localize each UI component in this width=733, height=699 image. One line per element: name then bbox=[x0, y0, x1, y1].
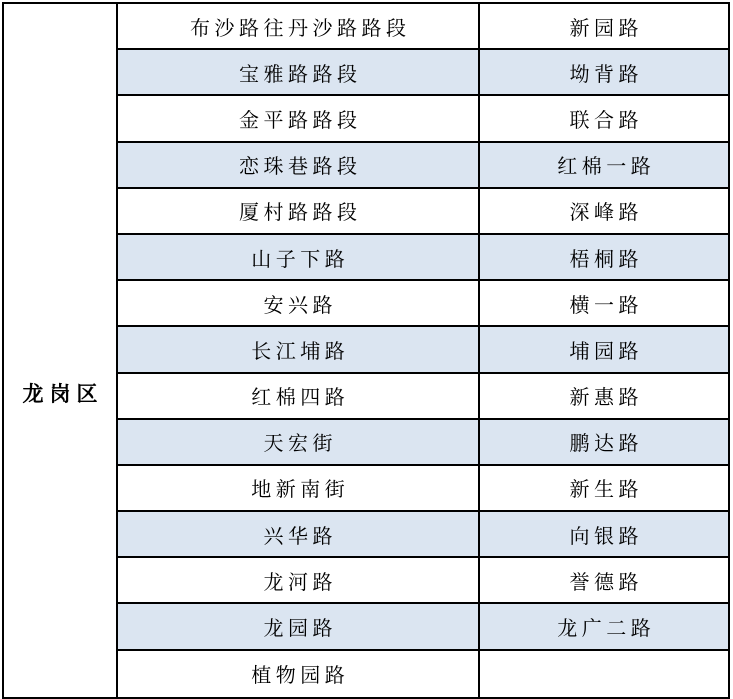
table-row bbox=[118, 604, 728, 650]
table-row bbox=[118, 235, 728, 281]
cross-street-cell: 鹏达路 bbox=[480, 420, 728, 464]
roads-table bbox=[2, 2, 730, 699]
table-row bbox=[118, 143, 728, 189]
region-cell bbox=[4, 4, 118, 697]
road-cell: 兴华路 bbox=[118, 512, 480, 556]
road-cell: 安兴路 bbox=[118, 281, 480, 325]
road-cell: 植物园路 bbox=[118, 651, 480, 697]
cross-street-cell: 埔园路 bbox=[480, 327, 728, 371]
road-cell: 天宏街 bbox=[118, 420, 480, 464]
cross-street-cell: 坳背路 bbox=[480, 50, 728, 94]
cross-street-cell: 横一路 bbox=[480, 281, 728, 325]
road-cell: 龙河路 bbox=[118, 558, 480, 602]
table-row bbox=[118, 466, 728, 512]
road-cell: 长江埔路 bbox=[118, 327, 480, 371]
table-row bbox=[118, 4, 728, 50]
cross-street-cell: 龙广二路 bbox=[480, 604, 728, 648]
cross-street-cell: 联合路 bbox=[480, 96, 728, 140]
road-cell: 恋珠巷路段 bbox=[118, 143, 480, 187]
road-cell: 山子下路 bbox=[118, 235, 480, 279]
cross-street-cell: 梧桐路 bbox=[480, 235, 728, 279]
table-row bbox=[118, 420, 728, 466]
road-cell: 宝雅路路段 bbox=[118, 50, 480, 94]
road-cell: 红棉四路 bbox=[118, 374, 480, 418]
cross-street-cell bbox=[480, 651, 728, 697]
table-row bbox=[118, 651, 728, 697]
cross-street-cell: 红棉一路 bbox=[480, 143, 728, 187]
road-cell: 布沙路往丹沙路路段 bbox=[118, 4, 480, 48]
table-row bbox=[118, 50, 728, 96]
road-cell: 龙园路 bbox=[118, 604, 480, 648]
cross-street-cell: 新惠路 bbox=[480, 374, 728, 418]
table-row bbox=[118, 512, 728, 558]
table-row bbox=[118, 96, 728, 142]
cross-street-cell: 新生路 bbox=[480, 466, 728, 510]
cross-street-cell: 深峰路 bbox=[480, 189, 728, 233]
cross-street-cell: 誉德路 bbox=[480, 558, 728, 602]
road-cell: 厦村路路段 bbox=[118, 189, 480, 233]
table-row bbox=[118, 327, 728, 373]
table-row bbox=[118, 189, 728, 235]
cross-street-cell: 向银路 bbox=[480, 512, 728, 556]
cross-street-cell: 新园路 bbox=[480, 4, 728, 48]
table-row bbox=[118, 374, 728, 420]
region-label: 龙岗区 bbox=[22, 382, 104, 407]
table-row bbox=[118, 281, 728, 327]
table-row bbox=[118, 558, 728, 604]
road-cell: 金平路路段 bbox=[118, 96, 480, 140]
roads-rows bbox=[118, 4, 728, 697]
road-cell: 地新南街 bbox=[118, 466, 480, 510]
